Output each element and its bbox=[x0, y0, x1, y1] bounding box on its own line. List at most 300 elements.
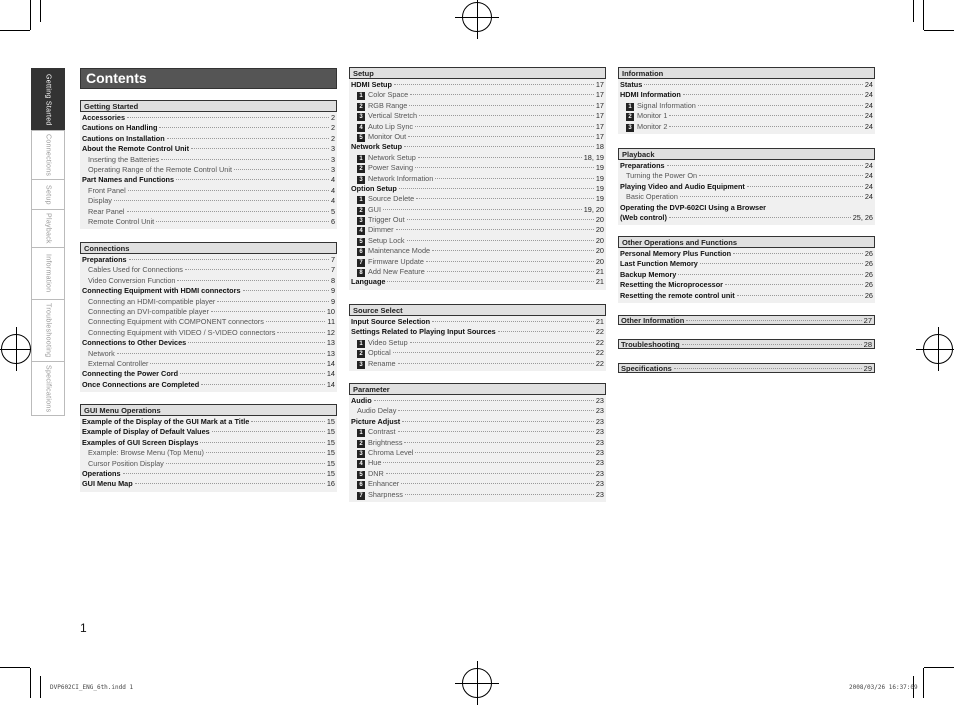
entry-title: Contrast bbox=[368, 427, 396, 437]
toc-entry[interactable] bbox=[349, 317, 606, 327]
side-tab-troubleshooting[interactable]: Troubleshooting bbox=[31, 299, 65, 361]
page-ref: 17 bbox=[595, 131, 604, 141]
toc-entry[interactable] bbox=[618, 80, 875, 90]
leader-dots bbox=[667, 165, 863, 166]
entry-title: Trigger Out bbox=[368, 215, 405, 225]
toc-entry[interactable] bbox=[80, 427, 337, 437]
toc-entry[interactable] bbox=[80, 144, 337, 154]
side-tab-setup[interactable]: Setup bbox=[31, 179, 65, 209]
entry-title: Network Information bbox=[368, 173, 434, 183]
leader-dots bbox=[212, 431, 325, 432]
section-playback bbox=[618, 148, 875, 225]
entry-title: Enhancer bbox=[368, 479, 400, 489]
toc-entry[interactable] bbox=[349, 236, 606, 246]
toc-entry[interactable] bbox=[80, 479, 337, 489]
toc-entry[interactable] bbox=[349, 396, 606, 406]
page-ref: 24 bbox=[864, 181, 873, 191]
item-number-badge: 4 bbox=[357, 227, 365, 235]
toc-entry[interactable] bbox=[618, 270, 875, 280]
toc-entry[interactable] bbox=[349, 490, 606, 500]
entry-title: Connections to Other Devices bbox=[82, 338, 187, 348]
page-ref: 20 bbox=[595, 256, 604, 266]
entry-title: Backup Memory bbox=[620, 269, 677, 279]
toc-entry[interactable] bbox=[349, 80, 606, 90]
toc-entry[interactable] bbox=[349, 142, 606, 152]
section-title: Getting Started bbox=[80, 100, 337, 112]
toc-entry[interactable] bbox=[80, 307, 337, 317]
registration-mark bbox=[462, 2, 492, 32]
page-ref: 2 bbox=[330, 123, 335, 133]
page-ref: 11 bbox=[327, 317, 335, 327]
page-ref: 26 bbox=[864, 269, 873, 279]
page-ref: 5 bbox=[330, 206, 335, 216]
entry-title: Monitor 1 bbox=[637, 111, 668, 121]
entry-title: Audio Delay bbox=[357, 406, 397, 416]
toc-entry[interactable] bbox=[80, 123, 337, 133]
leader-dots bbox=[733, 253, 863, 254]
entry-title: Rename bbox=[368, 358, 396, 368]
leader-dots bbox=[699, 175, 863, 176]
toc-entry[interactable] bbox=[618, 259, 875, 269]
page-ref: 16 bbox=[326, 479, 335, 489]
section-title: GUI Menu Operations bbox=[80, 404, 337, 416]
leader-dots bbox=[725, 284, 863, 285]
entry-title: Cursor Position Display bbox=[88, 458, 164, 468]
leader-dots bbox=[682, 344, 862, 345]
page-ref: 24 bbox=[864, 111, 873, 121]
page-ref: 4 bbox=[330, 185, 335, 195]
entry-title: (Web control) bbox=[620, 212, 667, 222]
page-ref: 24 bbox=[864, 192, 873, 202]
page-ref: 4 bbox=[330, 175, 335, 185]
section-parameter bbox=[349, 383, 606, 502]
leader-dots bbox=[180, 373, 325, 374]
entry-title: Remote Control Unit bbox=[88, 216, 155, 226]
toc-entry[interactable] bbox=[80, 196, 337, 206]
section-other-operations bbox=[618, 236, 875, 303]
toc-entry[interactable] bbox=[349, 246, 606, 256]
page-ref: 19 bbox=[595, 163, 604, 173]
leader-dots bbox=[644, 84, 863, 85]
page-ref: 24 bbox=[864, 80, 873, 89]
toc-entry[interactable] bbox=[349, 338, 606, 348]
crop-mark bbox=[40, 676, 41, 698]
toc-entry[interactable] bbox=[80, 338, 337, 348]
leader-dots bbox=[374, 400, 594, 401]
leader-dots bbox=[427, 271, 594, 272]
footer-file-name: DVP602CI_ENG_6th.indd 1 bbox=[50, 684, 134, 691]
entry-title: Example: Browse Menu (Top Menu) bbox=[88, 448, 204, 458]
leader-dots bbox=[410, 94, 594, 95]
entry-title: Picture Adjust bbox=[351, 416, 401, 426]
side-tab-connections[interactable]: Connections bbox=[31, 130, 65, 179]
item-number-badge: 1 bbox=[357, 196, 365, 204]
toc-entry[interactable] bbox=[618, 291, 875, 301]
entry-title: Example of the Display of the GUI Mark at a Title bbox=[82, 417, 250, 426]
page-ref: 9 bbox=[330, 286, 335, 296]
toc-entry[interactable] bbox=[349, 417, 606, 427]
toc-entry[interactable] bbox=[80, 155, 337, 165]
page-ref: 24 bbox=[864, 161, 873, 170]
page-ref: 9 bbox=[330, 296, 335, 306]
leader-dots bbox=[114, 200, 329, 201]
page-ref: 10 bbox=[326, 306, 335, 316]
toc-entry[interactable] bbox=[349, 469, 606, 479]
page-ref: 22 bbox=[595, 327, 604, 337]
toc-entry[interactable] bbox=[80, 438, 337, 448]
entry-title: Audio bbox=[351, 396, 372, 405]
leader-dots bbox=[234, 169, 329, 170]
page-ref: 28 bbox=[863, 340, 872, 349]
entry-title: Language bbox=[351, 277, 386, 287]
entry-title: Operating the DVP-602CI Using a Browser bbox=[620, 202, 766, 212]
toc-entry[interactable] bbox=[80, 134, 337, 144]
page-ref: 4 bbox=[330, 196, 335, 206]
section-title: Other Information bbox=[621, 316, 685, 325]
page-ref: 29 bbox=[863, 364, 872, 373]
page-ref: 21 bbox=[595, 317, 604, 326]
section-connections bbox=[80, 242, 337, 392]
toc-entry[interactable] bbox=[80, 317, 337, 327]
leader-dots bbox=[167, 138, 329, 139]
toc-entry[interactable] bbox=[349, 327, 606, 337]
toc-entry[interactable] bbox=[349, 348, 606, 358]
page-ref: 15 bbox=[326, 448, 335, 458]
entry-title: Operations bbox=[82, 468, 121, 478]
toc-entry[interactable] bbox=[80, 255, 337, 265]
entry-title: External Controller bbox=[88, 358, 149, 368]
leader-dots bbox=[415, 167, 594, 168]
leader-dots bbox=[409, 105, 594, 106]
page-ref: 23 bbox=[595, 447, 604, 457]
section-setup bbox=[349, 67, 606, 290]
page-ref: 8 bbox=[330, 275, 335, 285]
leader-dots bbox=[698, 105, 863, 106]
leader-dots bbox=[669, 126, 862, 127]
entry-title: Monitor Out bbox=[368, 131, 407, 141]
section-other-information bbox=[618, 315, 875, 325]
leader-dots bbox=[669, 115, 862, 116]
toc-entry[interactable] bbox=[349, 90, 606, 100]
page-ref: 26 bbox=[864, 259, 873, 269]
entry-title: DNR bbox=[368, 468, 384, 478]
entry-title: Preparations bbox=[620, 161, 665, 170]
page-ref: 22 bbox=[595, 348, 604, 358]
item-number-badge: 3 bbox=[357, 113, 365, 121]
page-ref: 14 bbox=[326, 369, 335, 379]
toc-entry[interactable] bbox=[618, 161, 875, 171]
page-ref: 6 bbox=[330, 216, 335, 226]
page-ref: 20 bbox=[595, 225, 604, 235]
leader-dots bbox=[402, 421, 594, 422]
leader-dots bbox=[386, 473, 594, 474]
leader-dots bbox=[435, 178, 594, 179]
entry-title: Inserting the Batteries bbox=[88, 154, 159, 164]
leader-dots bbox=[127, 117, 329, 118]
item-number-badge: 2 bbox=[626, 113, 634, 121]
leader-dots bbox=[669, 217, 851, 218]
page-ref: 13 bbox=[326, 338, 335, 348]
toc-entry[interactable] bbox=[349, 163, 606, 173]
toc-entry[interactable] bbox=[349, 267, 606, 277]
toc-entry[interactable] bbox=[80, 380, 337, 390]
item-number-badge: 2 bbox=[357, 165, 365, 173]
section-troubleshooting bbox=[618, 339, 875, 349]
toc-entry[interactable] bbox=[80, 417, 337, 427]
toc-entry[interactable] bbox=[349, 479, 606, 489]
toc-entry[interactable] bbox=[349, 448, 606, 458]
toc-entry[interactable] bbox=[80, 359, 337, 369]
entry-title: GUI bbox=[368, 204, 381, 214]
leader-dots bbox=[404, 442, 593, 443]
leader-dots bbox=[166, 463, 325, 464]
toc-entry[interactable] bbox=[349, 205, 606, 215]
entry-title: Chroma Level bbox=[368, 447, 414, 457]
toc-entry[interactable] bbox=[618, 101, 875, 111]
leader-dots bbox=[393, 352, 594, 353]
section-title: Setup bbox=[349, 67, 606, 79]
entry-title: Network Setup bbox=[351, 142, 403, 152]
toc-entry[interactable] bbox=[618, 315, 875, 325]
item-number-badge: 7 bbox=[357, 492, 365, 500]
item-number-badge: 3 bbox=[357, 361, 365, 369]
entry-title: Basic Operation bbox=[626, 192, 678, 202]
entry-title: Examples of GUI Screen Displays bbox=[82, 437, 199, 447]
entry-title: Status bbox=[620, 80, 643, 89]
toc-entry[interactable] bbox=[618, 111, 875, 121]
side-tab-getting-started[interactable]: Getting Started bbox=[31, 68, 65, 130]
entry-title: RGB Range bbox=[368, 100, 408, 110]
toc-entry[interactable] bbox=[80, 113, 337, 123]
toc-entry[interactable] bbox=[80, 349, 337, 359]
entry-title: Auto Lip Sync bbox=[368, 121, 414, 131]
page-ref: 23 bbox=[595, 458, 604, 468]
toc-entry[interactable] bbox=[80, 459, 337, 469]
entry-title: HDMI Setup bbox=[351, 80, 392, 89]
toc-entry[interactable] bbox=[349, 153, 606, 163]
toc-entry[interactable] bbox=[349, 277, 606, 287]
entry-title: Cautions on Handling bbox=[82, 123, 158, 133]
page-ref: 21 bbox=[595, 267, 604, 277]
page-ref: 15 bbox=[326, 468, 335, 478]
side-tab-information[interactable]: Information bbox=[31, 247, 65, 299]
leader-dots bbox=[383, 462, 593, 463]
toc-entry[interactable] bbox=[349, 225, 606, 235]
page-ref: 17 bbox=[595, 111, 604, 121]
page-ref: 24 bbox=[864, 171, 873, 181]
section-title: Connections bbox=[80, 242, 337, 254]
entry-title: Network Setup bbox=[368, 152, 416, 162]
entry-title: Hue bbox=[368, 458, 382, 468]
toc-entry[interactable] bbox=[349, 184, 606, 194]
crop-mark bbox=[30, 668, 31, 698]
toc-entry[interactable] bbox=[80, 369, 337, 379]
item-number-badge: 2 bbox=[357, 103, 365, 111]
page-ref: 23 bbox=[595, 406, 604, 416]
toc-entry[interactable] bbox=[618, 280, 875, 290]
toc-entry[interactable] bbox=[618, 363, 875, 373]
toc-entry[interactable] bbox=[349, 458, 606, 468]
toc-entry[interactable] bbox=[349, 174, 606, 184]
page-ref: 24 bbox=[864, 100, 873, 110]
leader-dots bbox=[243, 290, 329, 291]
leader-dots bbox=[426, 261, 594, 262]
entry-title: Display bbox=[88, 196, 112, 206]
item-number-badge: 3 bbox=[357, 176, 365, 184]
leader-dots bbox=[737, 295, 863, 296]
leader-dots bbox=[191, 148, 329, 149]
leader-dots bbox=[408, 136, 594, 137]
leader-dots bbox=[128, 190, 329, 191]
page-ref: 26 bbox=[864, 280, 873, 290]
toc-entry[interactable] bbox=[618, 339, 875, 349]
crop-mark bbox=[0, 30, 30, 31]
leader-dots bbox=[123, 473, 325, 474]
leader-dots bbox=[206, 452, 325, 453]
toc-entry[interactable] bbox=[349, 194, 606, 204]
entry-title: Connecting Equipment with COMPONENT connectors bbox=[88, 317, 264, 327]
page-ref: 27 bbox=[863, 316, 872, 325]
item-number-badge: 1 bbox=[626, 103, 634, 111]
toc-entry[interactable] bbox=[618, 203, 875, 213]
entry-title: Color Space bbox=[368, 90, 409, 100]
page-ref: 19 bbox=[595, 183, 604, 193]
section-title: Source Select bbox=[349, 304, 606, 316]
page-ref: 18, 19 bbox=[583, 152, 604, 162]
page-ref: 14 bbox=[326, 379, 335, 389]
toc-entry[interactable] bbox=[618, 213, 875, 223]
toc-entry[interactable] bbox=[80, 469, 337, 479]
crop-mark bbox=[923, 668, 924, 698]
leader-dots bbox=[747, 186, 863, 187]
entry-title: Rear Panel bbox=[88, 206, 125, 216]
toc-entry[interactable] bbox=[618, 171, 875, 181]
toc-entry[interactable] bbox=[349, 215, 606, 225]
page-ref: 23 bbox=[595, 396, 604, 405]
item-number-badge: 6 bbox=[357, 481, 365, 489]
toc-entry[interactable] bbox=[349, 132, 606, 142]
page-ref: 13 bbox=[326, 348, 335, 358]
leader-dots bbox=[432, 250, 594, 251]
page-ref: 23 bbox=[595, 468, 604, 478]
entry-title: Accessories bbox=[82, 113, 126, 122]
section-source-select bbox=[349, 304, 606, 371]
entry-title: Firmware Update bbox=[368, 256, 424, 266]
toc-entry[interactable] bbox=[349, 359, 606, 369]
section-title: Specifications bbox=[621, 364, 672, 373]
toc-entry[interactable] bbox=[618, 249, 875, 259]
toc-entry[interactable] bbox=[618, 122, 875, 132]
footer-date: 2008/03/26 16:37:09 bbox=[849, 684, 918, 691]
toc-entry[interactable] bbox=[80, 265, 337, 275]
leader-dots bbox=[266, 321, 326, 322]
toc-entry[interactable] bbox=[618, 182, 875, 192]
leader-dots bbox=[277, 332, 325, 333]
leader-dots bbox=[398, 410, 594, 411]
toc-entry[interactable] bbox=[80, 217, 337, 227]
section-title: Other Operations and Functions bbox=[618, 236, 875, 248]
leader-dots bbox=[188, 342, 325, 343]
toc-entry[interactable] bbox=[349, 122, 606, 132]
toc-entry[interactable] bbox=[80, 276, 337, 286]
item-number-badge: 2 bbox=[357, 440, 365, 448]
section-title: Parameter bbox=[349, 383, 606, 395]
toc-entry[interactable] bbox=[349, 438, 606, 448]
page-ref: 18 bbox=[595, 142, 604, 152]
entry-title: Front Panel bbox=[88, 185, 126, 195]
toc-entry[interactable] bbox=[349, 406, 606, 416]
section-gui-menu bbox=[80, 404, 337, 492]
leader-dots bbox=[156, 221, 329, 222]
toc-entry[interactable] bbox=[80, 328, 337, 338]
toc-entry[interactable] bbox=[349, 111, 606, 121]
leader-dots bbox=[211, 311, 325, 312]
side-tab-bar bbox=[31, 68, 65, 416]
leader-dots bbox=[498, 331, 594, 332]
crop-mark bbox=[30, 0, 31, 30]
entry-title: Power Saving bbox=[368, 163, 414, 173]
page-ref: 15 bbox=[326, 458, 335, 468]
toc-entry[interactable] bbox=[618, 90, 875, 100]
registration-mark bbox=[923, 334, 953, 364]
leader-dots bbox=[415, 126, 594, 127]
page-number: 1 bbox=[80, 621, 87, 635]
section-information bbox=[618, 67, 875, 134]
page-ref: 26 bbox=[864, 290, 873, 300]
page-ref: 20 bbox=[595, 246, 604, 256]
leader-dots bbox=[398, 363, 594, 364]
page-ref: 17 bbox=[595, 90, 604, 100]
toc-entry[interactable] bbox=[80, 175, 337, 185]
toc-entry[interactable] bbox=[80, 297, 337, 307]
leader-dots bbox=[700, 263, 863, 264]
item-number-badge: 1 bbox=[357, 340, 365, 348]
leader-dots bbox=[394, 84, 594, 85]
page-ref: 23 bbox=[595, 489, 604, 499]
toc-entry[interactable] bbox=[80, 207, 337, 217]
side-tab-playback[interactable]: Playback bbox=[31, 209, 65, 247]
entry-title: Resetting the remote control unit bbox=[620, 290, 735, 300]
page-ref: 25, 26 bbox=[852, 212, 873, 222]
leader-dots bbox=[185, 269, 329, 270]
toc-entry[interactable] bbox=[80, 186, 337, 196]
toc-entry[interactable] bbox=[80, 165, 337, 175]
toc-entry[interactable] bbox=[349, 101, 606, 111]
entry-title: Add New Feature bbox=[368, 267, 425, 277]
toc-entry[interactable] bbox=[80, 448, 337, 458]
leader-dots bbox=[135, 483, 325, 484]
leader-dots bbox=[161, 159, 329, 160]
toc-entry[interactable] bbox=[349, 427, 606, 437]
entry-title: Input Source Selection bbox=[351, 317, 431, 326]
entry-title: Sharpness bbox=[368, 489, 403, 499]
toc-entry[interactable] bbox=[349, 257, 606, 267]
page-ref: 21 bbox=[595, 277, 604, 287]
entry-title: Video Conversion Function bbox=[88, 275, 176, 285]
toc-entry[interactable] bbox=[618, 192, 875, 202]
leader-dots bbox=[407, 219, 594, 220]
entry-title: Optical bbox=[368, 348, 391, 358]
entry-title: Personal Memory Plus Function bbox=[620, 249, 732, 258]
page-ref: 7 bbox=[330, 265, 335, 275]
page-ref: 22 bbox=[595, 358, 604, 368]
crop-mark bbox=[924, 667, 954, 668]
entry-title: Resetting the Microprocessor bbox=[620, 280, 723, 290]
item-number-badge: 1 bbox=[357, 429, 365, 437]
toc-entry[interactable] bbox=[80, 286, 337, 296]
side-tab-specifications[interactable]: Specifications bbox=[31, 361, 65, 416]
item-number-badge: 8 bbox=[357, 269, 365, 277]
